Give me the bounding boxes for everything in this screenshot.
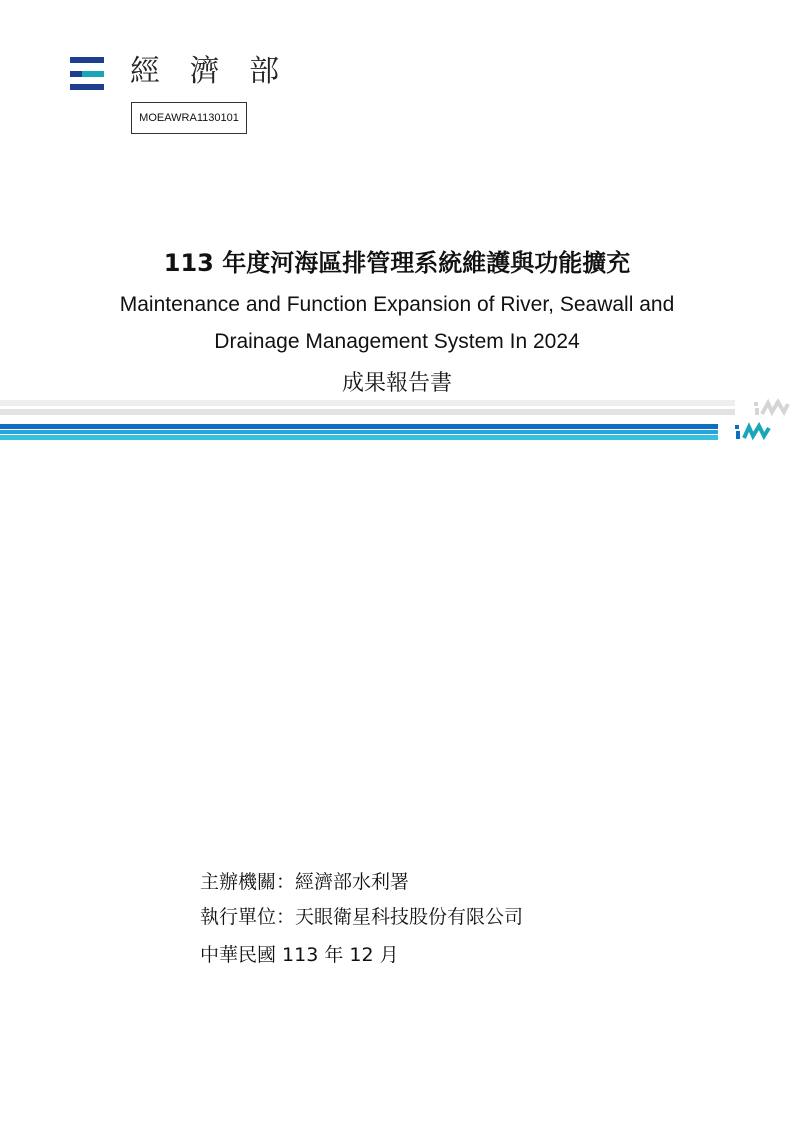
ministry-name: 經 濟 部 xyxy=(130,54,290,89)
document-code: MOEAWRA1130101 xyxy=(131,102,247,134)
report-title-english-line1: Maintenance and Function Expansion of River, Seawall and xyxy=(119,293,675,316)
decor-band-blue-light xyxy=(0,435,718,440)
decor-band-blue-mid xyxy=(0,430,718,434)
wave-swoosh-grey-icon xyxy=(752,398,790,418)
wave-swoosh-blue-icon xyxy=(734,422,772,442)
report-title-chinese: 113 年度河海區排管理系統維護與功能擴充 xyxy=(163,249,631,277)
logo-bar-middle-accent xyxy=(70,71,82,77)
date-line: 中華民國 113 年 12 月 xyxy=(200,944,399,966)
executor-line: 執行單位：天眼衛星科技股份有限公司 xyxy=(200,906,524,928)
logo-bar-top xyxy=(70,57,104,63)
organizer-line: 主辦機關：經濟部水利署 xyxy=(200,871,410,893)
ministry-logo-icon xyxy=(70,57,104,91)
decor-band-grey-1 xyxy=(0,400,735,406)
decor-band-blue-dark xyxy=(0,424,718,429)
report-type: 成果報告書 xyxy=(341,371,452,396)
decor-band-grey-2 xyxy=(0,409,735,415)
logo-bar-bottom xyxy=(70,84,104,90)
report-title-english-line2: Drainage Management System In 2024 xyxy=(214,330,580,353)
